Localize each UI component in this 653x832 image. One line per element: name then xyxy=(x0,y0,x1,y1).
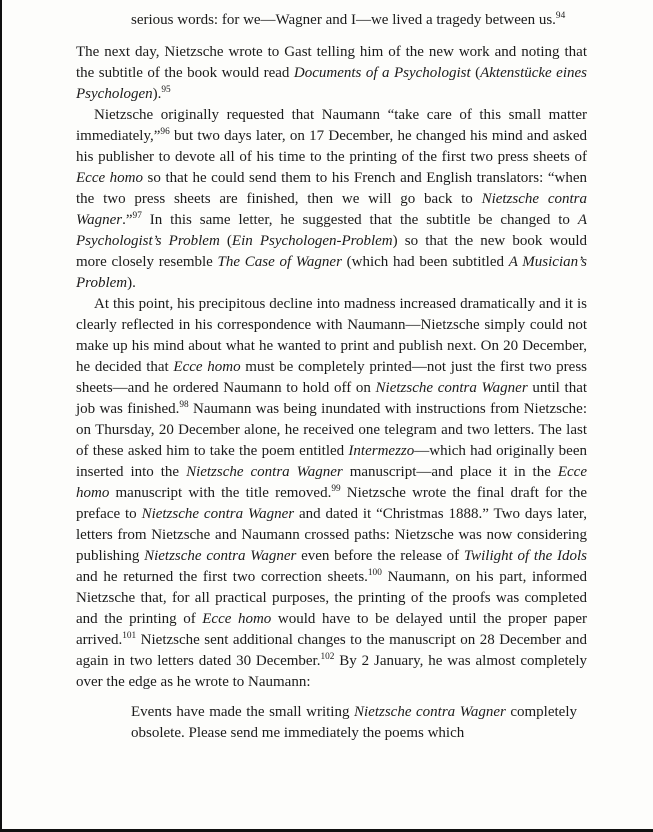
paragraph-2: Nietzsche originally requested that Naumann “take care of this small matter immediately,”$^{96}$ but two days later, on 17 December, he changed his mind and asked his publisher to devote all of his time to the printing of the first two press sheets of Ecce homo so that he could send them to his French and English translators: “when the two press sheets are finished, then we will go back to Nietzsche contra Wagner.”$^{97}$ In this same letter, he suggested that the subtitle be changed to A Psychologist’s Problem (Ein Psychologen-Problem) so that the new book would more closely resemble The Case of Wagner (which had been subtitled A Musician’s Problem). xyxy=(76,107,588,291)
scan-edge-left xyxy=(0,0,2,832)
block-quote-top: serious words: for we—Wagner and I—we lived a tragedy between us.$^{94}$ xyxy=(131,11,566,28)
paragraph-3: At this point, his precipitous decline into madness increased dramatically and it is clearly reflected in his correspondence with Naumann—Nietzsche simply could not make up his mind about what he wanted to print and publish next. On 20 December, he decided that Ecce homo must be completely printed—not just the first two press sheets—and he ordered Naumann to hold off on Nietzsche contra Wagner until that job was finished.$^{98}$ Naumann was being inundated with instructions from Nietzsche: on Thursday, 20 December alone, he received one telegram and two letters. The last of these asked him to take the poem entitled Intermezzo—which had originally been inserted into the Nietzsche contra Wagner manuscript—and place it in the Ecce homo manuscript with the title removed.$^{99}$ Nietzsche wrote the final draft for the preface to Nietzsche contra Wagner and dated it “Christmas 1888.” Two days later, letters from Nietzsche and Naumann crossed paths: Nietzsche was now considering publishing Nietzsche contra Wagner even before the release of Twilight of the Idols and he returned the first two correction sheets.$^{100}$ Naumann, on his part, informed Nietzsche that, for all practical purposes, the printing of the proofs was completed and the printing of Ecce homo would have to be delayed until the proper paper arrived.$^{101}$ Nietzsche sent additional changes to the manuscript on 28 December and again in two letters dated 30 December.$^{102}$ By 2 January, he was almost completely over the edge as he wrote to Naumann: xyxy=(76,296,588,690)
paragraph-1: The next day, Nietzsche wrote to Gast telling him of the new work and noting that the subtitle of the book would read Documents of a Psychologist (Aktenstücke eines Psychologen).$^{95}$ xyxy=(76,44,588,102)
block-quote-bottom: Events have made the small writing Nietzsche contra Wagner completely obsolete. Please send me immediately the poems which xyxy=(131,704,578,741)
